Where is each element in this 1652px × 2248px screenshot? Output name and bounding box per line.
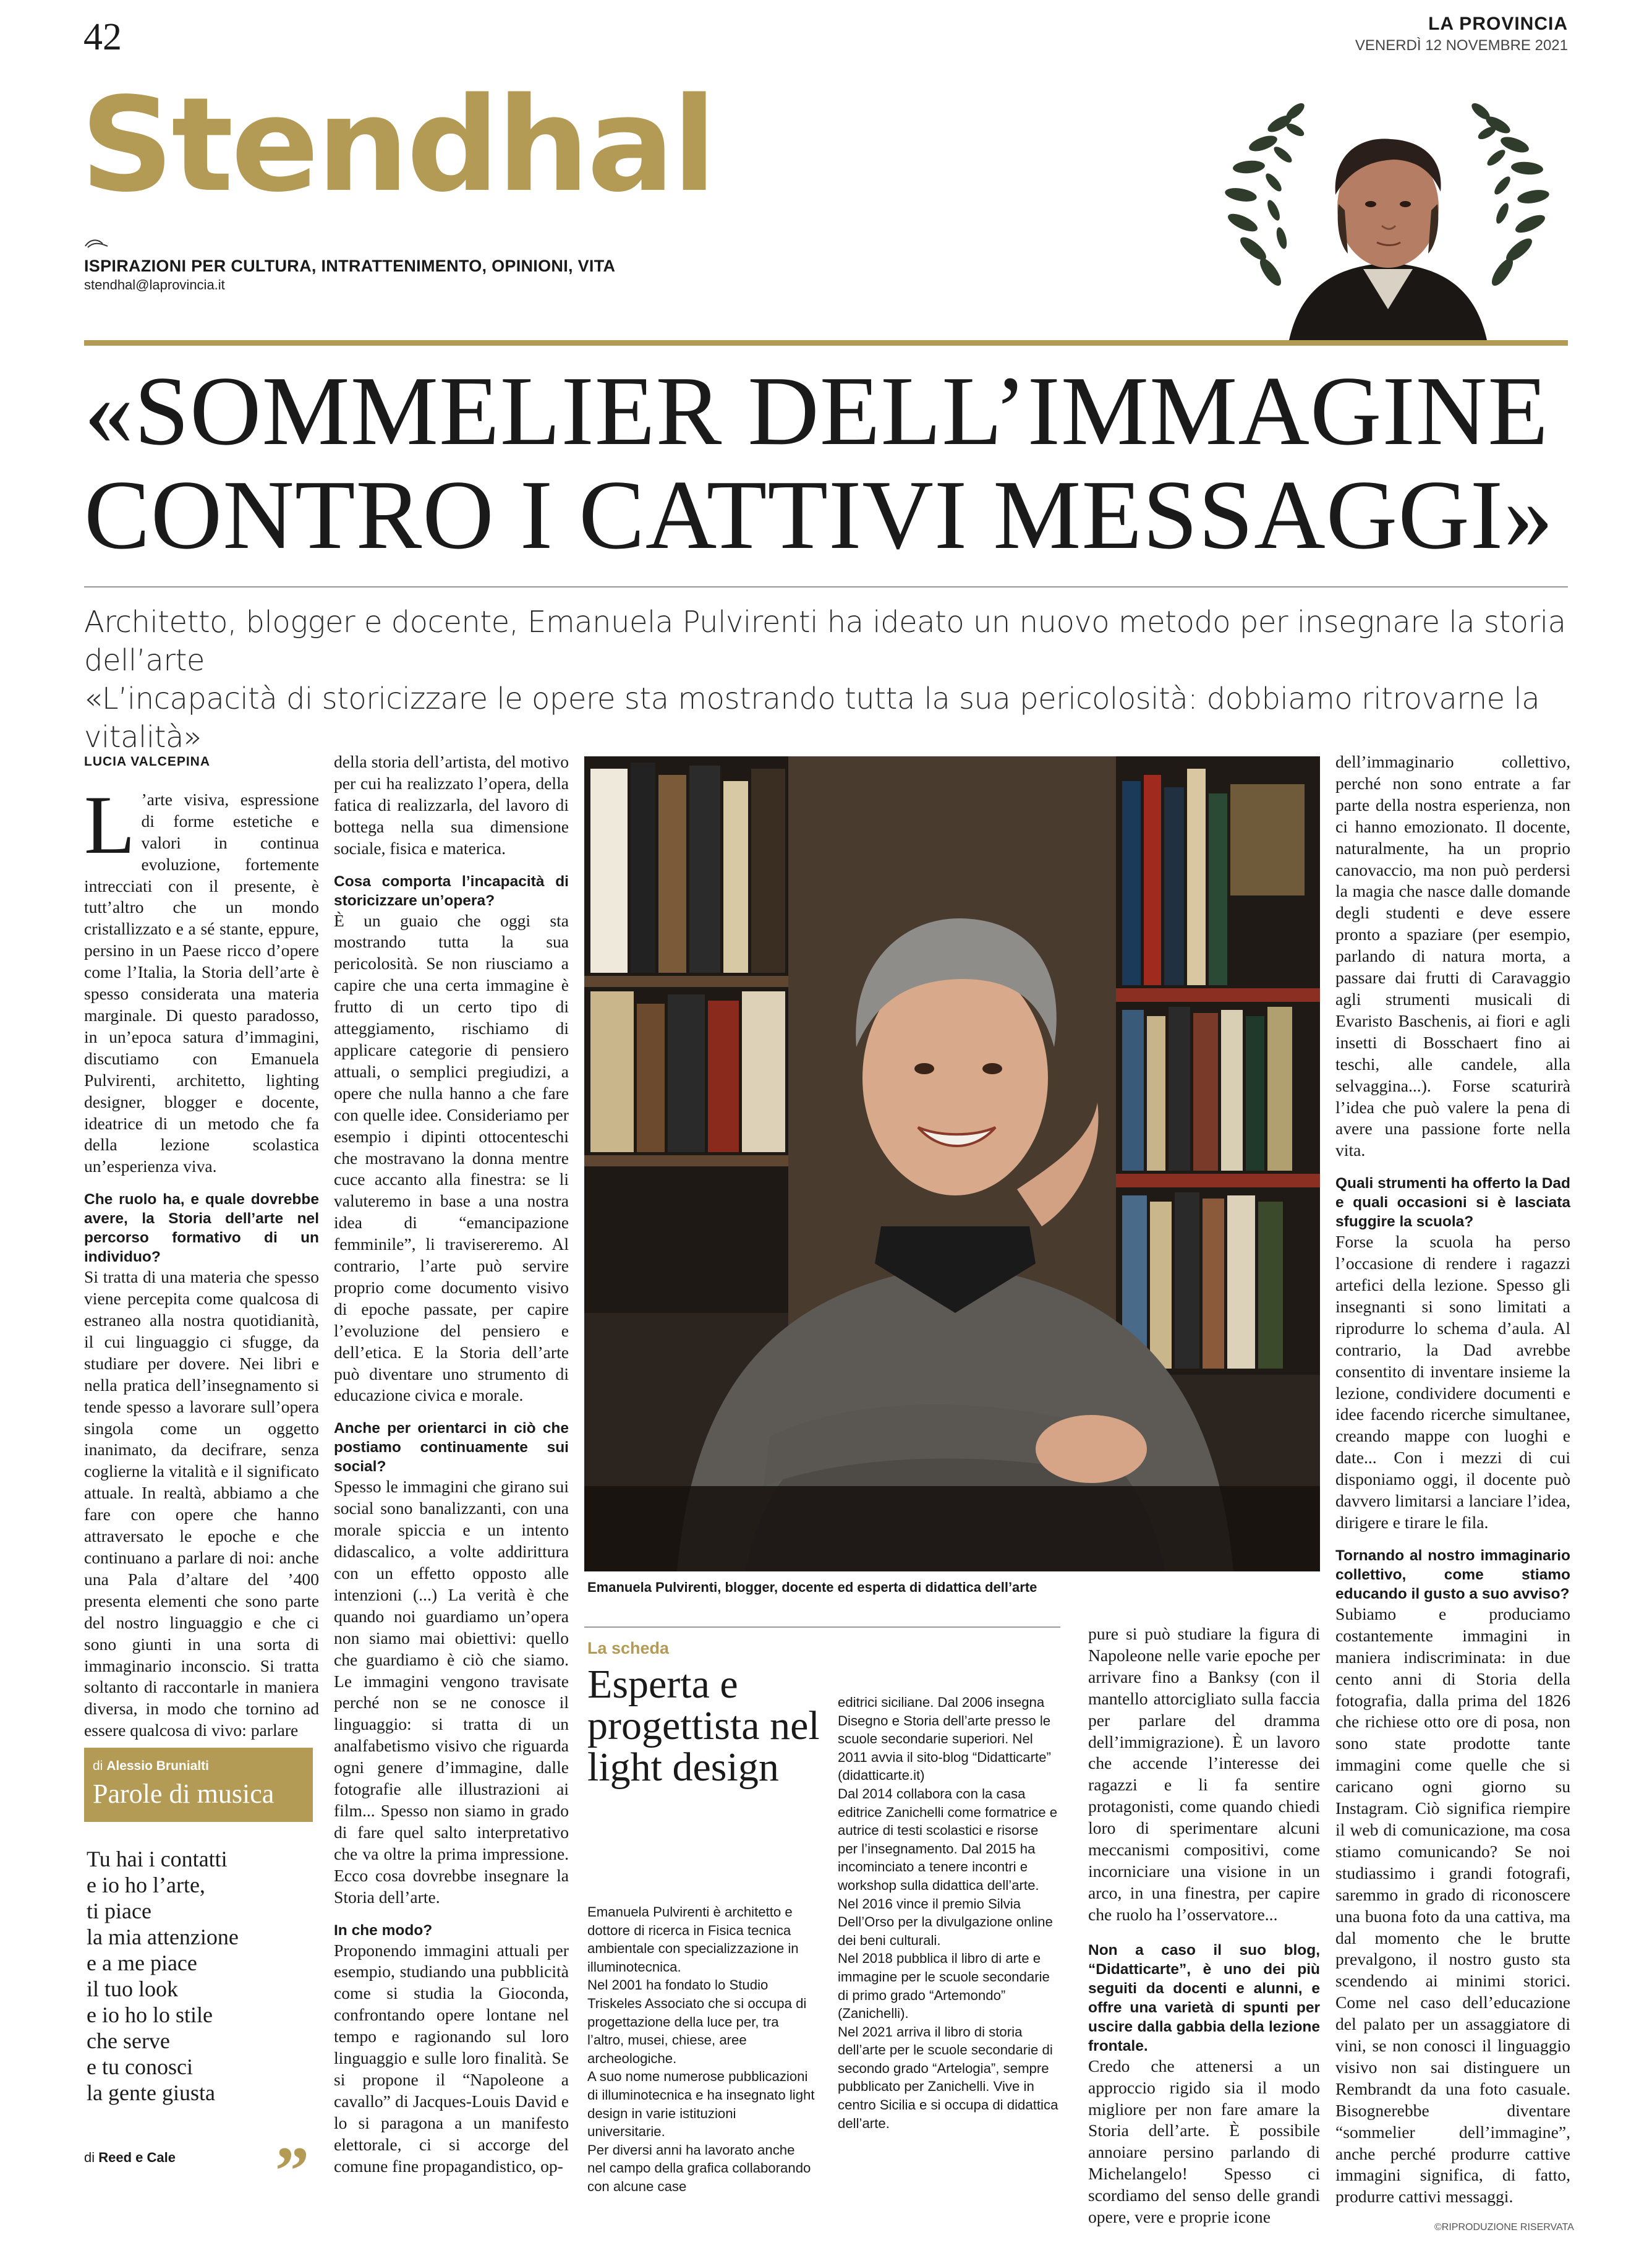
headline-line-1: «SOMMELIER DELL’IMMAGINE	[84, 356, 1549, 466]
newspaper-header	[1355, 14, 1568, 54]
headline-divider	[84, 586, 1568, 588]
scheda-paragraph: Dal 2014 collabora con la casa editrice Zanichelli come formatrice e autrice di testi scolastici e risorse per l’insegnamento. Dal 2015 ha incominciato a tenere incontri e workshop sulla didattica dell’arte.	[838, 1785, 1058, 1893]
article-column-2	[334, 751, 569, 2177]
laurel-right-icon	[1469, 100, 1550, 289]
article-byline: LUCIA VALCEPINA	[84, 754, 210, 769]
laurel-left-icon	[1224, 100, 1307, 289]
lyric-line: ti piace	[87, 1899, 151, 1923]
lyric-line: il tuo look	[87, 1977, 179, 2001]
stendhal-figure	[1289, 139, 1487, 340]
question-1: Che ruolo ha, e quale dovrebbe avere, la Storia dell’arte nel percorso formativo di un individuo?	[84, 1191, 319, 1266]
lyric-line: la gente giusta	[87, 2080, 215, 2105]
quote-mark-icon: ”	[275, 2133, 309, 2208]
lyric-line: la mia attenzione	[87, 1925, 239, 1949]
lyric-line: e io ho l’arte,	[87, 1873, 205, 1897]
lyric-line: e a me piace	[87, 1951, 197, 1975]
scheda-paragraph: editrici siciliane. Dal 2006 insegna Disegno e Storia dell’arte presso le scuole secondarie superiori. Nel 2011 avvia il sito-blog “Didatticarte” (didatticarte.it)	[838, 1695, 1051, 1784]
question-5: Non a caso il suo blog, “Didatticarte”, è uno dei più seguiti da docenti e alunni, e offre una varietà di spunti per uscire dalla gabbia della lezione frontale.	[1088, 1941, 1320, 2054]
scheda-paragraph: Nel 2021 arriva il libro di storia dell’arte per le scuole secondarie di secondo grado “Artelogia”, sempre pubblicato per Zanichelli. Vive in centro Sicilia e si occupa di didattica dell’arte.	[838, 2024, 1058, 2131]
question-6: Quali strumenti ha offerto la Dad e quali occasioni si è lasciata sfuggire la scuola?	[1335, 1175, 1570, 1231]
section-masthead: Stendhal	[80, 69, 715, 221]
answer-3: Spesso le immagini che girano sui social sono banalizzanti, con una morale spiccia e un intento didascalico, a volte addirittura con un effetto opposto alle intenzioni (...) La verità è che quando noi guardiamo un’opera non siamo mai obiettivi: quello che guardiamo è ciò che siamo. Le immagini vengono travisate perché non se ne conosce il linguaggio: si tratta di un analfabetismo visivo che riguarda ogni genere d’immagine, dalle fotografie alle illustrazioni ai film... Spesso non siamo in grado di fare quel salto interpretativo che va oltre la prima impressione. Ecco cosa dovrebbe insegnare la Storia dell’arte.	[334, 1477, 569, 1907]
article-deck	[84, 603, 1580, 756]
lyric-line: e tu conosci	[87, 2054, 193, 2079]
issue-date: VENERDÌ 12 NOVEMBRE 2021	[1355, 37, 1568, 54]
answer-5-continued: dell’immaginario collettivo, perché non sono entrate a far parte della nostra esperienza, non ci hanno emozionato. Il docente, naturalmente, ha un proprio canovaccio, ma non può perdersi la magia che nasce dalle domande degli studenti e deve essere pronto a spaziare (per esempio, parlando di natura morta, a passare dai frutti di Caravaggio agli strumenti musicali di Evaristo Baschenis, ai fiori e agli insetti di Bosschaert fino ai teschi, alle candele, alla selvaggina...). Forse scaturirà l’idea che può valere la pena di avere una passione forte nella vita.	[1335, 752, 1570, 1160]
lyric-line: Tu hai i contatti	[87, 1847, 228, 1871]
answer-4: Proponendo immagini attuali per esempio, studiando una pubblicità come si studia la Gioconda, confrontando opere lontane nel tempo e ragionando sul loro linguaggio e sulle loro finalità. Se si propone il “Napoleone a cavallo” di Jacques-Louis David e lo si paragona a un manifesto elettorale, ci si accorge del comune fine propagandistico, op-	[334, 1940, 569, 2176]
question-2: Cosa comporta l’incapacità di storicizzare un’opera?	[334, 873, 569, 909]
article-headline	[84, 356, 1580, 570]
answer-5: Credo che attenersi a un approccio rigido sia il modo migliore per non fare amare la Storia dell’arte. È possibile annoiare persino parlando di Michelangelo! Spesso ci scordiamo del senso delle grandi opere, vere e proprie icone	[1088, 2056, 1320, 2227]
ornament-icon	[84, 228, 109, 256]
scheda-column-1	[587, 1903, 816, 2196]
deck-line-2: «L’incapacità di storicizzare le opere sta mostrando tutta la sua pericolosità: dobbiamo ritrovarne la vitalità»	[84, 682, 1540, 754]
lyric-line: che serve	[87, 2028, 170, 2053]
scheda-paragraph: Nel 2001 ha fondato lo Studio Triskeles Associato che si occupa di progettazione della luce per, tra l’altro, musei, chiese, aree archeologiche.	[587, 1977, 807, 2066]
section-divider	[84, 340, 1568, 346]
question-4: In che modo?	[334, 1921, 433, 1939]
drop-cap: L	[84, 779, 135, 871]
answer-1-continued: della storia dell’artista, del motivo per cui ha realizzato l’opera, della fatica di realizzarla, del lavoro di bottega nella sua dimensione sociale, fisica e materica.	[334, 752, 569, 858]
stendhal-portrait-illustration	[1215, 87, 1567, 340]
article-column-6	[1335, 751, 1570, 2208]
photo-caption: Emanuela Pulvirenti, blogger, docente ed esperta di didattica dell’arte	[587, 1579, 1037, 1595]
question-7: Tornando al nostro immaginario collettivo, come stiamo educando il gusto a suo avviso?	[1335, 1547, 1570, 1602]
scheda-title: Esperta e progettista nel light design	[587, 1662, 820, 1790]
scheda-paragraph: Per diversi anni ha lavorato anche nel campo della grafica collaborando con alcune case	[587, 2142, 811, 2194]
question-3: Anche per orientarci in ciò che postiamo continuamente sui social?	[334, 1420, 569, 1476]
lyrics-credit: di Reed e Cale	[84, 2150, 176, 2165]
answer-6: Forse la scuola ha perso l’occasione di rendere i ragazzi artefici della lezione. Spesso gli insegnanti si sono limitati a riprodurre lo schema d’aula. Al contrario, la Dad avrebbe consentito di inventare insieme la lezione, condividere documenti e idee facendo ricerche simultanee, creando mappe con luoghi e date... Con i mezzi di cui disponiamo oggi, il docente può davvero limitarsi a lanciare l’idea, dirigere e tirare le fila.	[1335, 1232, 1570, 1532]
section-email[interactable]: stendhal@laprovincia.it	[84, 277, 225, 293]
answer-7: Subiamo e produciamo costantemente immagini in maniera indiscriminata: in due cento anni di Storia della fotografia, dalla prima del 1826 che richiese otto ore di posa, non sono state prodotte tante immagini come quelle che si caricano ogni giorno su Instagram. Ciò significa riempire il web di comunicazione, ma cosa stiamo comunicando? Se noi studiassimo i grandi fotografi, saremmo in grado di riconoscere una buona foto da una cattiva, ma dal momento che le brutte prevalgono, il nostro gusto sta scendendo ai minimi storici. Come nel caso dell’educazione del palato per un assaggiatore di vini, se non conosci il linguaggio visivo non sai distinguere un Rembrandt da una foto casuale. Bisognerebbe diventare “sommelier dell’immagine”, anche perché produrre cattive immagini significa, di fatto, produrre cattivi messaggi.	[1335, 1604, 1570, 2207]
article-intro: L ’arte visiva, espressione di forme estetiche e valori in continua evoluzione, fortemente intrecciati con il presente, è tutt’altro che un mondo cristallizzato e a sé stante, eppure, persino in un Paese ricco d’opere come l’Italia, la Storia dell’arte è spesso considerata una materia marginale. Di questo paradosso, in un’epoca satura d’immagini, discutiamo con Emanuela Pulvirenti, architetto, lighting designer, blogger e docente, ideatrice di un metodo che fa della lezione scolastica un’esperienza viva.	[84, 779, 319, 1176]
scheda-paragraph: Emanuela Pulvirenti è architetto e dottore di ricerca in Fisica tecnica ambientale con specializzazione in illuminotecnica.	[587, 1904, 799, 1975]
scheda-label: La scheda	[587, 1639, 670, 1657]
article-column-5	[1088, 1623, 1320, 2228]
music-title: Parole di musica	[93, 1779, 275, 1809]
interview-photo	[584, 756, 1320, 1571]
music-lyrics	[87, 1846, 239, 2106]
answer-2: È un guaio che oggi sta mostrando tutta la sua pericolosità. Se non riusciamo a capire che una certa immagine è frutto di un certo tipo di atteggiamento, rischiamo di applicare categorie di pensiero attuali, o semplici pregiudizi, a opere che nulla hanno a che fare con quelle idee. Consideriamo per esempio i dipinti ottocenteschi che mostravano la donna mentre cuce accanto alla finestra: se li valuteremo in base a una nostra idea di “emancipazione femminile”, li travisereremo. Al contrario, l’arte può servire proprio come documento visivo di epoche passate, per capire l’evoluzione del pensiero e dell’etica. E la Storia dell’arte può diventare uno strumento di educazione civica e morale.	[334, 910, 569, 1405]
scheda-paragraph: Nel 2018 pubblica il libro di arte e immagine per le scuole secondarie di primo grado “Artemondo” (Zanichelli).	[838, 1951, 1050, 2022]
answer-1: Si tratta di una materia che spesso viene percepita come qualcosa di estraneo alla nostra quotidianità, il cui linguaggio ci sfugge, da studiare per dovere. Nei libri e nella pratica dell’insegnamento si tende spesso a lavorare sull’opera singola come un oggetto inanimato, da decifrare, senza coglierne la vitalità e il significato attuale. In realtà, abbiamo a che fare con opere che hanno attraversato le epoche e che continuano a parlare di noi: anche una Pala d’altare del ’400 presenta elementi che sono parte del nostro linguaggio e che ci sono giunti in una sorta di immaginario inconscio. Si tratta soltanto di raccontarle in maniera diversa, in modo che tornino ad essere qualcosa di vivo: parlare	[84, 1267, 319, 1740]
answer-4-continued: pure si può studiare la figura di Napoleone nelle varie epoche per arrivare fino a Banksy (con il mantello attorcigliato sulla faccia per parlare del dramma dell’immigrazione). È un lavoro che accende l’interesse dei ragazzi e li fa sentire protagonisti, come quando chiedi loro di sperimentare alcuni meccanismi compositivi, come incorniciare una visione in un arco, in una finestra, per capire che ruolo ha l’osservatore...	[1088, 1624, 1320, 1924]
section-tagline: ISPIRAZIONI PER CULTURA, INTRATTENIMENTO, OPINIONI, VITA	[84, 257, 616, 275]
bookshelf-left	[584, 756, 788, 1313]
music-author: di Alessio Brunialti	[93, 1759, 209, 1773]
scheda-paragraph: Nel 2016 vince il premio Silvia Dell’Orso per la divulgazione online dei beni culturali.	[838, 1895, 1053, 1948]
scheda-divider	[584, 1626, 1060, 1628]
scheda-column-2	[838, 1693, 1060, 2132]
newspaper-name: LA PROVINCIA	[1428, 14, 1568, 34]
bookshelf-right	[1116, 756, 1320, 1375]
headline-line-2: CONTRO I CATTIVI MESSAGGI»	[84, 459, 1554, 570]
page-number: 42	[83, 16, 122, 58]
deck-line-1: Architetto, blogger e docente, Emanuela Pulvirenti ha ideato un nuovo metodo per insegnare la storia dell’arte	[84, 605, 1566, 678]
article-column-1	[84, 751, 319, 1742]
copyright-notice: ©RIPRODUZIONE RISERVATA	[1434, 2222, 1574, 2233]
lyric-line: e io ho lo stile	[87, 2002, 213, 2027]
scheda-paragraph: A suo nome numerose pubblicazioni di illuminotecnica e ha insegnato light design in varie istituzioni universitarie.	[587, 2069, 815, 2140]
